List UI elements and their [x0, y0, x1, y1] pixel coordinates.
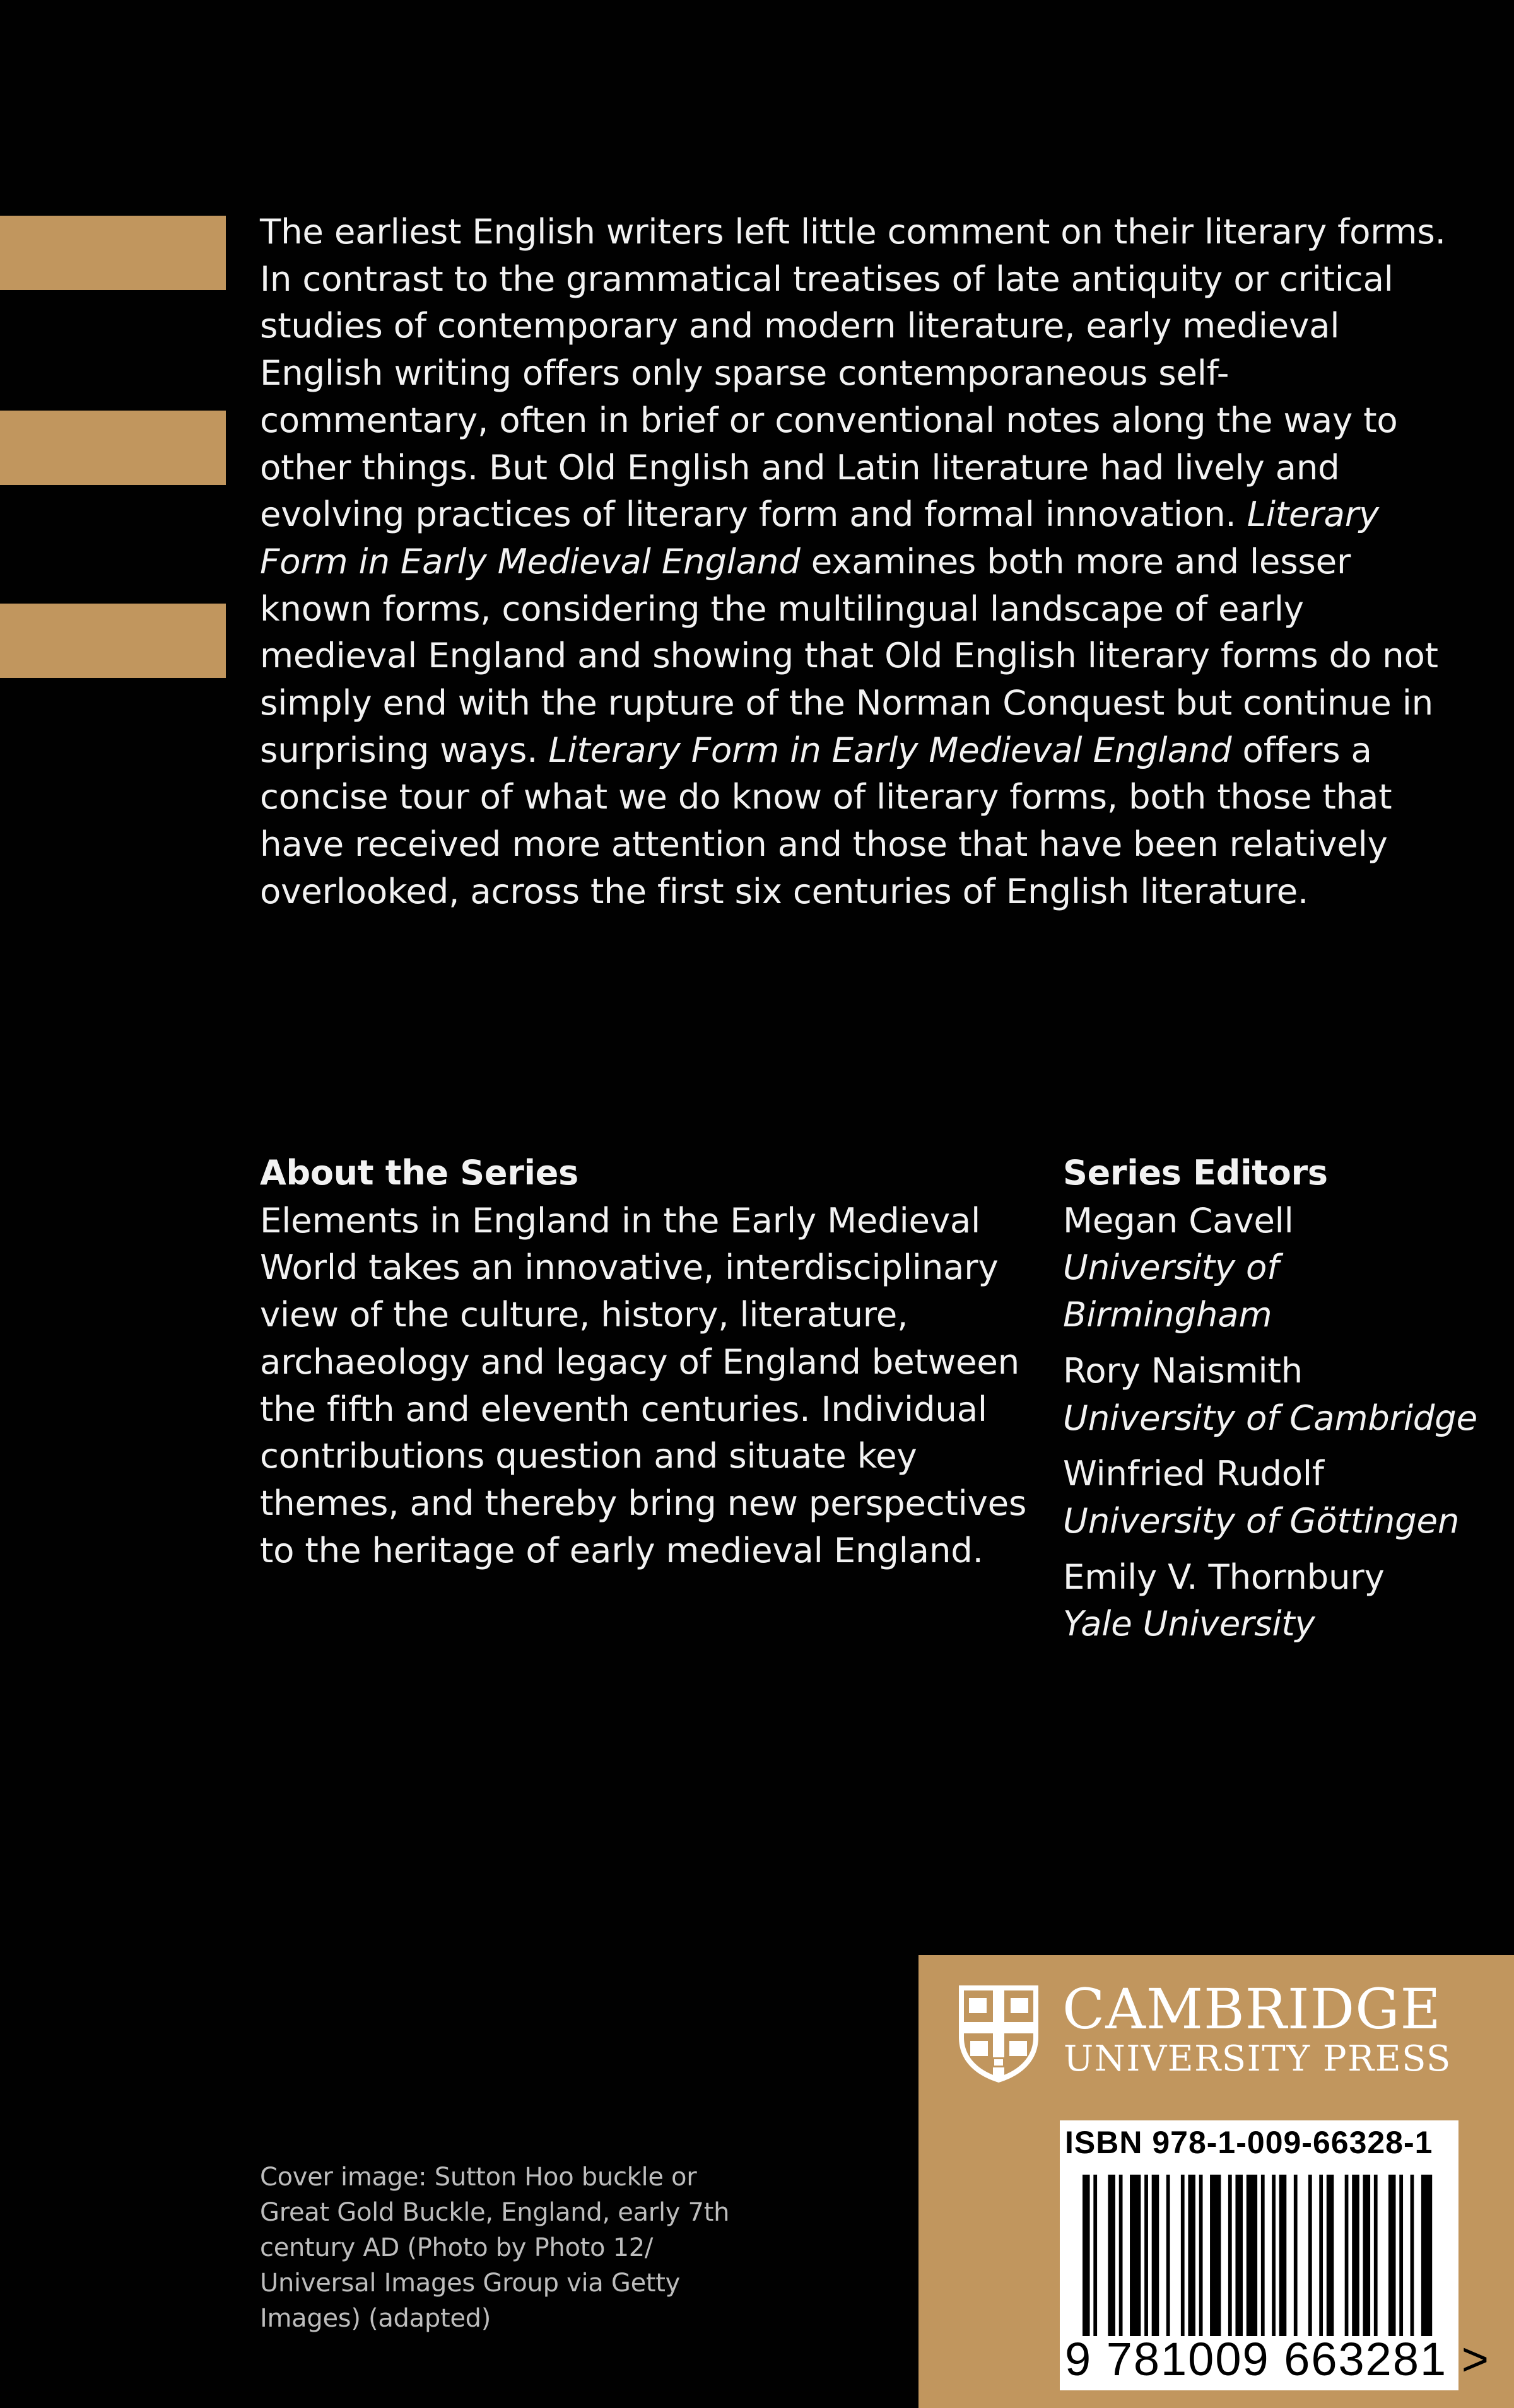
book-title-italic-1: Literary Form in Early Medieval England: [260, 494, 1379, 582]
editor-name: Megan Cavell: [1063, 1200, 1294, 1241]
decorative-bar-top: [0, 216, 226, 290]
barcode-bar: [1345, 2175, 1349, 2336]
barcode-bar: [1228, 2175, 1232, 2336]
decorative-bar-middle: [0, 411, 226, 485]
barcode-bar: [1188, 2175, 1195, 2336]
about-series-heading: About the Series: [260, 1153, 578, 1193]
about-series-text: Elements in England in the Early Medieval World takes an innovative, interdisciplinary view of the culture, history, literature, archaeology and legacy of England between the fifth and eleventh centuries. Individual contributions question and situate key themes, and thereby bring new perspectives to the heritage of early medieval England.: [260, 1200, 1027, 1570]
barcode-digits: 9 781009 663281 >: [1065, 2333, 1490, 2385]
editor-name: Emily V. Thornbury: [1063, 1556, 1385, 1597]
isbn-label: ISBN 978-1-009-66328-1: [1065, 2125, 1433, 2160]
barcode-bar: [1374, 2175, 1378, 2336]
editor-affiliation: University of Birmingham: [1063, 1247, 1279, 1335]
editor-name: Winfried Rudolf: [1063, 1453, 1324, 1494]
barcode-bar: [1144, 2175, 1148, 2336]
editor-affiliation: University of Cambridge: [1063, 1397, 1477, 1438]
barcode-bar: [1352, 2175, 1359, 2336]
barcode-bar: [1108, 2175, 1115, 2336]
publisher-name: CAMBRIDGE: [1062, 1977, 1441, 2042]
book-title-italic-2: Literary Form in Early Medieval England: [548, 729, 1232, 770]
editor-name: Rory Naismith: [1063, 1350, 1303, 1391]
barcode-bar: [1152, 2175, 1159, 2336]
barcode-bar: [1388, 2175, 1396, 2336]
barcode-bar: [1247, 2175, 1257, 2336]
barcode-bar: [1319, 2175, 1323, 2336]
description-part-3: offers a concise tour of what we do know of literary forms, both those that have received more attention and those that have been relatively overlooked, across the first six centuries of English literature.: [260, 729, 1392, 911]
book-description: [260, 208, 1446, 915]
publisher-subname: UNIVERSITY PRESS: [1064, 2038, 1452, 2079]
cover-image-credit: Cover image: Sutton Hoo buckle or Great Gold Buckle, England, early 7th century AD (Photo by Photo 12/ Universal Images Group via Getty Images) (adapted): [260, 2163, 730, 2333]
barcode-icon: [1083, 2175, 1436, 2336]
barcode-bar: [1181, 2175, 1185, 2336]
barcode-bar: [1294, 2175, 1298, 2336]
barcode-bar: [1210, 2175, 1221, 2336]
barcode-bar: [1308, 2175, 1312, 2336]
editor-affiliation: Yale University: [1063, 1603, 1315, 1644]
description-part-1: The earliest English writers left little comment on their literary forms. In contrast to the grammatical treatises of late antiquity or critical studies of contemporary and modern literature, early medieval English writing offers only sparse contemporaneous self-commentary, often in brief or conventional notes along the way to other things. But Old English and Latin literature had lively and evolving practices of literary form and formal innovation.: [260, 211, 1446, 535]
barcode-bar: [1093, 2175, 1097, 2336]
publisher-panel: [918, 1955, 1514, 2408]
barcode-bar: [1279, 2175, 1287, 2336]
barcode-bar: [1119, 2175, 1123, 2336]
series-editors-section: [1063, 1150, 1492, 1656]
about-series-section: [260, 1150, 1036, 1574]
description-part-2: examines both more and lesser known forms, considering the multilingual landscape of early medieval England and showing that Old English literary forms do not simply end with the rupture of the Norman Conquest but continue in surprising ways.: [260, 541, 1438, 770]
barcode-bar: [1272, 2175, 1276, 2336]
barcode-bar: [1363, 2175, 1371, 2336]
barcode-bar: [1235, 2175, 1243, 2336]
barcode-bar: [1166, 2175, 1170, 2336]
barcode-bar: [1421, 2175, 1432, 2336]
editor-affiliation: University of Göttingen: [1063, 1500, 1460, 1541]
editor-entry: [1063, 1450, 1492, 1544]
series-editors-heading: Series Editors: [1063, 1153, 1328, 1193]
barcode-bar: [1327, 2175, 1334, 2336]
editor-entry: [1063, 1347, 1492, 1441]
barcode-block: [1060, 2120, 1490, 2390]
barcode-bar: [1411, 2175, 1414, 2336]
decorative-bar-bottom: [0, 604, 226, 678]
barcode-bar: [1130, 2175, 1141, 2336]
barcode-bar: [1083, 2175, 1090, 2336]
barcode-bar: [1261, 2175, 1265, 2336]
editor-entry: [1063, 1197, 1492, 1338]
editor-entry: [1063, 1553, 1492, 1647]
barcode-bar: [1399, 2175, 1403, 2336]
barcode-bar: [1199, 2175, 1203, 2336]
university-crest-icon: [956, 1983, 1041, 2085]
